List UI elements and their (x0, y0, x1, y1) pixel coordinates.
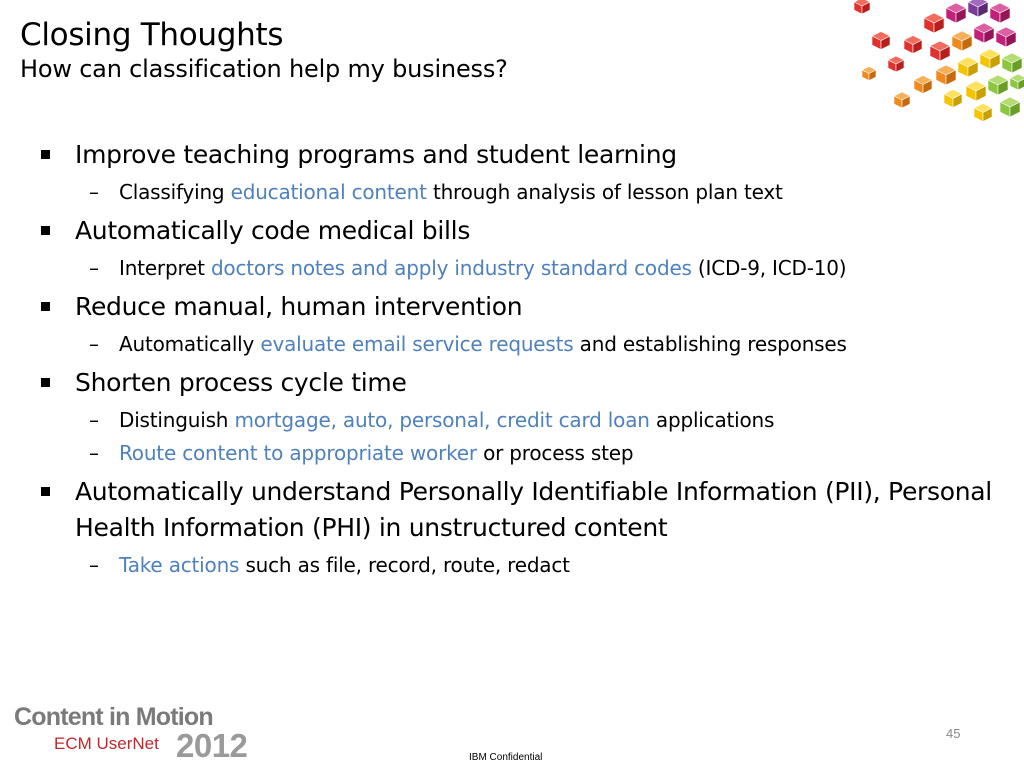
square-bullet-icon (41, 226, 50, 235)
dash-bullet-icon: – (89, 441, 99, 465)
logo-main-text: Content in Motion (14, 703, 213, 731)
dash-bullet-icon: – (89, 553, 99, 577)
bullet-item (38, 365, 998, 401)
sub-bullet-text: through analysis of lesson plan text (426, 180, 783, 204)
dash-bullet-icon: – (89, 180, 99, 204)
highlighted-text: doctors notes and apply industry standard codes (210, 256, 692, 280)
sub-bullet-text: or process step (476, 441, 634, 465)
sub-bullet-text: Classifying (119, 180, 231, 204)
sub-bullet-item (38, 551, 998, 579)
logo-sub-text: ECM UserNet (54, 734, 159, 753)
sub-bullet-text: and establishing responses (573, 332, 847, 356)
dash-bullet-icon: – (89, 332, 99, 356)
sub-bullet-item (38, 330, 998, 358)
square-bullet-icon (41, 302, 50, 311)
bullet-text: Shorten process cycle time (75, 368, 407, 397)
sub-bullet-text: Automatically (119, 332, 261, 356)
sub-bullet-item (38, 254, 998, 282)
bullet-text: Automatically code medical bills (75, 216, 471, 245)
bullet-text: Improve teaching programs and student learning (75, 140, 677, 169)
dash-bullet-icon: – (89, 256, 99, 280)
bullet-list (38, 137, 998, 579)
sub-bullet-text: applications (649, 408, 775, 432)
sub-bullet-text: Distinguish (119, 408, 235, 432)
sub-bullet-text: (ICD-9, ICD-10) (691, 256, 847, 280)
slide-subtitle: How can classification help my business? (20, 55, 508, 83)
bullet-text: Reduce manual, human intervention (75, 292, 523, 321)
slide-title: Closing Thoughts (20, 17, 284, 53)
bullet-text: Automatically understand Personally Identifiable Information (PII), Personal Health Information (PHI) in unstructured content (75, 477, 992, 542)
square-bullet-icon (41, 150, 50, 159)
highlighted-text: evaluate email service requests (260, 332, 574, 356)
confidential-label: IBM Confidential (469, 752, 543, 763)
sub-bullet-item (38, 406, 998, 434)
bullet-item (38, 137, 998, 173)
sub-bullet-item (38, 178, 998, 206)
highlighted-text: Take actions (119, 553, 240, 577)
sub-bullet-item (38, 439, 998, 467)
sub-bullet-text: Interpret (119, 256, 211, 280)
square-bullet-icon (41, 487, 50, 496)
content-in-motion-logo (14, 703, 264, 764)
page-number: 45 (946, 726, 961, 741)
logo-year: 2012 (176, 727, 248, 764)
highlighted-text: mortgage, auto, personal, credit card loan (234, 408, 650, 432)
colorful-cubes-graphic (834, 0, 1024, 130)
highlighted-text: educational content (230, 180, 427, 204)
title-block (20, 16, 508, 84)
bullet-item (38, 289, 998, 325)
dash-bullet-icon: – (89, 408, 99, 432)
square-bullet-icon (41, 378, 50, 387)
bullet-item (38, 213, 998, 249)
bullet-item (38, 474, 998, 546)
highlighted-text: Route content to appropriate worker (119, 441, 477, 465)
sub-bullet-text: such as file, record, route, redact (239, 553, 570, 577)
